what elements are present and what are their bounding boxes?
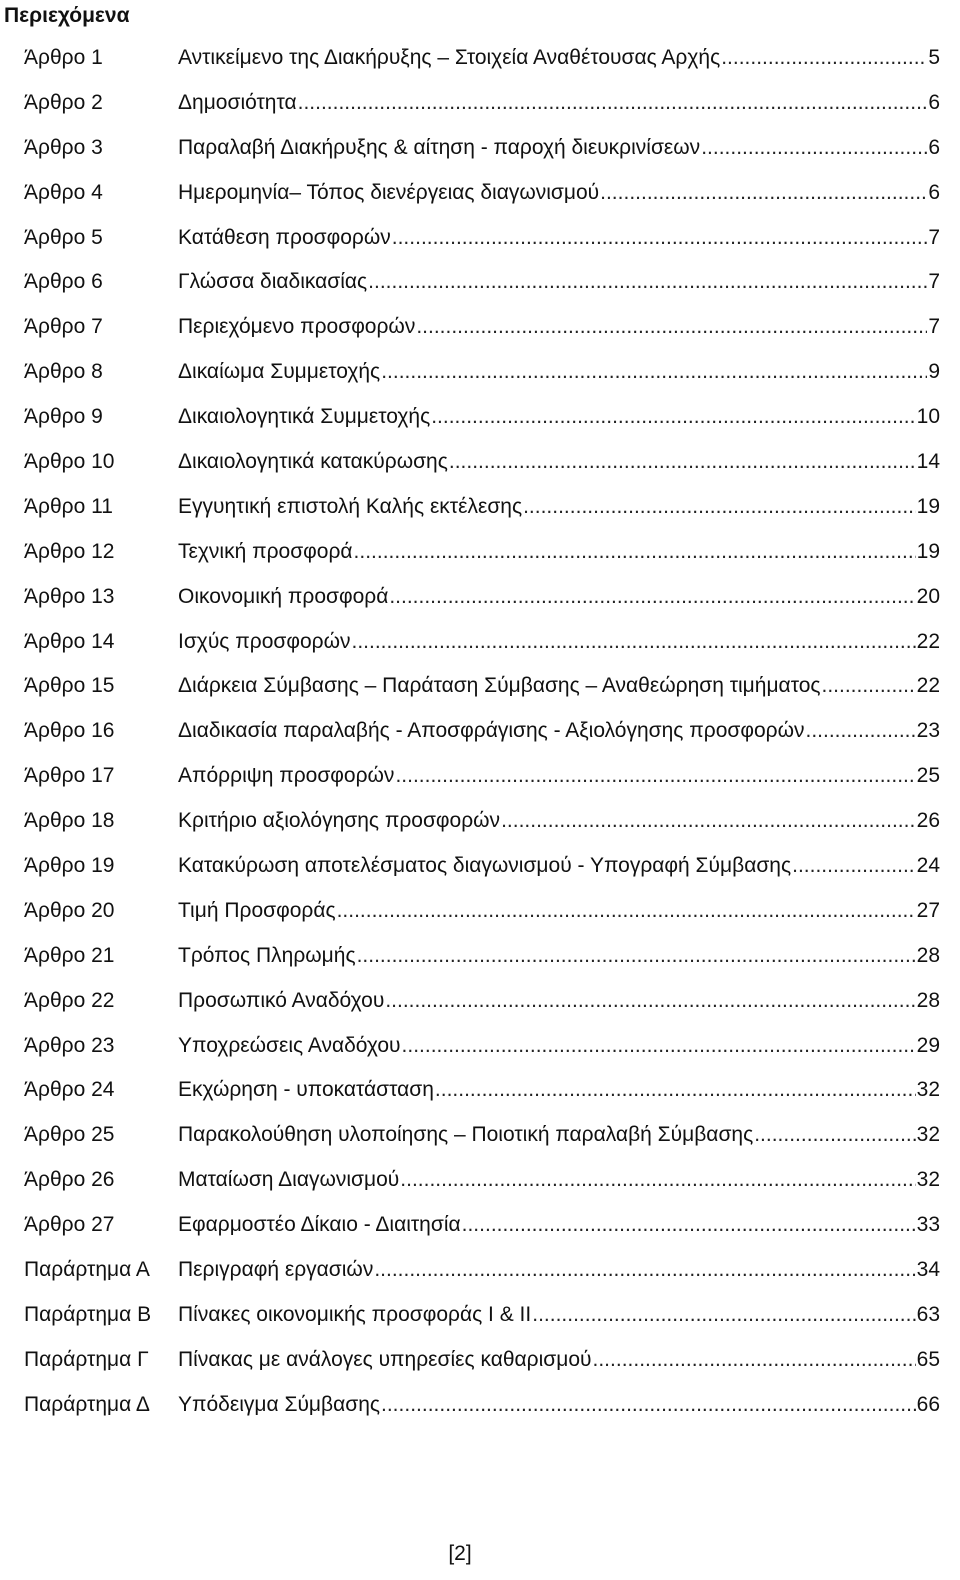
toc-entry[interactable] [24, 399, 940, 444]
toc-entry[interactable] [24, 1028, 940, 1073]
toc-entry-page: 32 [916, 1078, 940, 1102]
toc-entry[interactable] [24, 983, 940, 1028]
toc-entry-label: Άρθρο 21 [24, 943, 115, 967]
toc-dot-leader [416, 309, 927, 345]
toc-entry-page: 22 [916, 674, 940, 698]
toc-entry-title: Αντικείμενο της Διακήρυξης – Στοιχεία Αναθέτουσας Αρχής [178, 46, 721, 69]
toc-dot-leader [449, 444, 916, 480]
toc-entry-label: Άρθρο 15 [24, 674, 115, 698]
toc-entry-page: 5 [928, 46, 940, 69]
toc-entry[interactable] [24, 1342, 940, 1387]
toc-entry-title: Τρόπος Πληρωμής [178, 943, 356, 967]
toc-entry[interactable] [24, 758, 940, 803]
toc-dot-leader [792, 848, 916, 884]
toc-entry-page: 19 [916, 539, 940, 563]
toc-entry-page: 28 [916, 943, 940, 967]
toc-dot-leader [298, 85, 928, 121]
toc-title: Περιεχόμενα [4, 4, 130, 27]
toc-dot-leader [381, 354, 927, 390]
toc-entry-page: 25 [916, 764, 940, 788]
toc-dot-leader [523, 489, 916, 525]
toc-entry-title: Ισχύς προσφορών [178, 629, 351, 653]
toc-dot-leader [593, 1342, 916, 1378]
toc-entry[interactable] [24, 264, 940, 309]
toc-dot-leader [357, 938, 916, 974]
toc-entry-label: Παράρτημα Β [24, 1302, 152, 1326]
toc-entry[interactable] [24, 1162, 940, 1207]
toc-entry-title: Ημερομηνία– Τόπος διενέργειας διαγωνισμού [178, 180, 600, 204]
toc-entry-title: Εφαρμοστέο Δίκαιο - Διαιτησία [178, 1213, 461, 1237]
toc-entry-page: 29 [916, 1033, 940, 1057]
toc-entry-title: Κατακύρωση αποτελέσματος διαγωνισμού - Υπογραφή Σύμβασης [178, 854, 792, 878]
toc-entry-title: Διάρκεια Σύμβασης – Παράταση Σύμβασης – Αναθεώρηση τιμήματος [178, 674, 821, 698]
toc-entry-page: 20 [916, 584, 940, 608]
toc-entry-page: 24 [916, 854, 940, 878]
toc-entry-page: 33 [916, 1213, 940, 1237]
toc-entry[interactable] [24, 130, 940, 175]
toc-entry-label: Άρθρο 25 [24, 1123, 115, 1147]
toc-entry-page: 9 [928, 360, 940, 384]
toc-entry-label: Άρθρο 27 [24, 1213, 115, 1237]
toc-entry-label: Άρθρο 5 [24, 225, 103, 249]
toc-entry-title: Κριτήριο αξιολόγησης προσφορών [178, 809, 501, 833]
toc-entry-label: Άρθρο 19 [24, 854, 115, 878]
toc-entry-title: Πίνακας με ανάλογες υπηρεσίες καθαρισμού [178, 1347, 592, 1371]
toc-entry-label: Παράρτημα Γ [24, 1347, 149, 1371]
toc-entry[interactable] [24, 579, 940, 624]
toc-entry-title: Οικονομική προσφορά [178, 584, 389, 608]
toc-entry-label: Άρθρο 14 [24, 629, 115, 653]
toc-dot-leader [462, 1207, 916, 1243]
toc-entry-title: Υποχρεώσεις Αναδόχου [178, 1033, 401, 1057]
toc-entry-title: Περιεχόμενο προσφορών [178, 315, 416, 339]
toc-dot-leader [721, 40, 927, 76]
toc-entry-label: Άρθρο 9 [24, 405, 103, 429]
toc-entry-title: Δημοσιότητα [178, 90, 297, 114]
toc-entry[interactable] [24, 803, 940, 848]
toc-entry-page: 28 [916, 988, 940, 1012]
toc-dot-leader [805, 713, 915, 749]
toc-dot-leader [822, 668, 916, 704]
toc-entry-title: Παραλαβή Διακήρυξης & αίτηση - παροχή διευκρινίσεων [178, 135, 701, 159]
toc-dot-leader [501, 803, 916, 839]
toc-entry[interactable] [24, 1387, 940, 1432]
toc-entry-page: 66 [916, 1392, 940, 1416]
toc-entry-title: Περιγραφή εργασιών [178, 1258, 374, 1282]
toc-entry[interactable] [24, 175, 940, 220]
toc-entry-title: Τεχνική προσφορά [178, 539, 353, 563]
toc-entry-title: Εγγυητική επιστολή Καλής εκτέλεσης [178, 494, 523, 518]
toc-entry-label: Παράρτημα Α [24, 1258, 150, 1282]
toc-entry-title: Υπόδειγμα Σύμβασης [178, 1392, 381, 1416]
toc-entry[interactable] [24, 489, 940, 534]
toc-entry-label: Παράρτημα Δ [24, 1392, 150, 1416]
toc-dot-leader [389, 579, 915, 615]
toc-entry[interactable] [24, 40, 940, 85]
toc-entry-page: 26 [916, 809, 940, 833]
toc-entry-title: Δικαίωμα Συμμετοχής [178, 360, 381, 384]
toc-dot-leader [431, 399, 915, 435]
toc-dot-leader [402, 1028, 916, 1064]
toc-entry[interactable] [24, 848, 940, 893]
toc-dot-leader [374, 1252, 915, 1288]
toc-entry-label: Άρθρο 1 [24, 46, 103, 69]
toc-entry-page: 22 [916, 629, 940, 653]
toc-entry-label: Άρθρο 26 [24, 1168, 115, 1192]
toc-dot-leader [532, 1297, 915, 1333]
toc-entry-page: 32 [916, 1123, 940, 1147]
toc-entry-label: Άρθρο 7 [24, 315, 103, 339]
toc-entry-page: 7 [928, 315, 940, 339]
toc-entry[interactable] [24, 938, 940, 983]
toc-entry[interactable] [24, 1072, 940, 1117]
toc-entry-page: 10 [916, 405, 940, 429]
toc-entry-page: 19 [916, 494, 940, 518]
toc-entry-page: 23 [916, 719, 940, 743]
toc-dot-leader [385, 983, 915, 1019]
toc-entry[interactable] [24, 354, 940, 399]
toc-entry[interactable] [24, 534, 940, 579]
toc-entry[interactable] [24, 1297, 940, 1342]
toc-entry-page: 6 [928, 90, 940, 114]
toc-entry[interactable] [24, 309, 940, 354]
toc-entry-label: Άρθρο 12 [24, 539, 115, 563]
toc-dot-leader [392, 220, 928, 256]
toc-dot-leader [754, 1117, 915, 1153]
toc-entry-label: Άρθρο 23 [24, 1033, 115, 1057]
toc-entry-title: Κατάθεση προσφορών [178, 225, 391, 249]
toc-entry-label: Άρθρο 16 [24, 719, 115, 743]
toc-entry-title: Πίνακες οικονομικής προσφοράς Ι & ΙΙ [178, 1302, 532, 1326]
toc-entry[interactable] [24, 1207, 940, 1252]
toc-dot-leader [395, 758, 915, 794]
toc-entry-page: 14 [916, 450, 940, 474]
toc-entry-page: 65 [916, 1347, 940, 1371]
toc-entry[interactable] [24, 1252, 940, 1297]
toc-entry[interactable] [24, 220, 940, 265]
toc-entry-title: Δικαιολογητικά Συμμετοχής [178, 405, 431, 429]
toc-dot-leader [400, 1162, 915, 1198]
toc-entry-page: 34 [916, 1258, 940, 1282]
toc-dot-leader [354, 534, 916, 570]
toc-entry-page: 63 [916, 1302, 940, 1326]
toc-entry[interactable] [24, 713, 940, 758]
toc-entry-page: 6 [928, 135, 940, 159]
toc-entry-label: Άρθρο 18 [24, 809, 115, 833]
toc-entry-title: Προσωπικό Αναδόχου [178, 988, 385, 1012]
toc-entry[interactable] [24, 668, 940, 713]
toc-entry-title: Απόρριψη προσφορών [178, 764, 395, 788]
toc-entry-page: 7 [928, 270, 940, 294]
toc-entry-label: Άρθρο 22 [24, 988, 115, 1012]
toc-entry-label: Άρθρο 11 [24, 494, 113, 518]
toc-entry-title: Τιμή Προσφοράς [178, 898, 336, 922]
toc-entry[interactable] [24, 624, 940, 669]
toc-list [24, 40, 940, 1432]
toc-entry[interactable] [24, 444, 940, 489]
toc-entry-title: Διαδικασία παραλαβής - Αποσφράγισης - Αξιολόγησης προσφορών [178, 719, 805, 743]
toc-entry-label: Άρθρο 4 [24, 180, 103, 204]
toc-entry[interactable] [24, 1117, 940, 1162]
toc-entry-label: Άρθρο 6 [24, 270, 103, 294]
toc-entry-label: Άρθρο 20 [24, 898, 115, 922]
toc-entry-label: Άρθρο 13 [24, 584, 115, 608]
toc-dot-leader [435, 1072, 916, 1108]
toc-entry-page: 7 [928, 225, 940, 249]
toc-entry[interactable] [24, 893, 940, 938]
toc-entry-label: Άρθρο 2 [24, 90, 103, 114]
toc-entry-title: Ματαίωση Διαγωνισμού [178, 1168, 400, 1192]
toc-entry-label: Άρθρο 24 [24, 1078, 115, 1102]
toc-entry-page: 27 [916, 898, 940, 922]
toc-entry-page: 32 [916, 1168, 940, 1192]
toc-entry-page: 6 [928, 180, 940, 204]
page-number: [2] [448, 1542, 472, 1565]
toc-dot-leader [701, 130, 927, 166]
toc-entry-title: Δικαιολογητικά κατακύρωσης [178, 450, 448, 474]
toc-dot-leader [337, 893, 916, 929]
toc-entry-label: Άρθρο 17 [24, 764, 115, 788]
toc-dot-leader [351, 624, 915, 660]
toc-entry-title: Εκχώρηση - υποκατάσταση [178, 1078, 434, 1102]
toc-entry-label: Άρθρο 8 [24, 360, 103, 384]
toc-entry-title: Παρακολούθηση υλοποίησης – Ποιοτική παραλαβή Σύμβασης [178, 1123, 754, 1147]
toc-dot-leader [368, 264, 927, 300]
toc-entry-label: Άρθρο 3 [24, 135, 103, 159]
toc-entry-title: Γλώσσα διαδικασίας [178, 270, 368, 294]
toc-dot-leader [381, 1387, 916, 1423]
toc-entry[interactable] [24, 85, 940, 130]
toc-dot-leader [600, 175, 927, 211]
toc-entry-label: Άρθρο 10 [24, 450, 115, 474]
